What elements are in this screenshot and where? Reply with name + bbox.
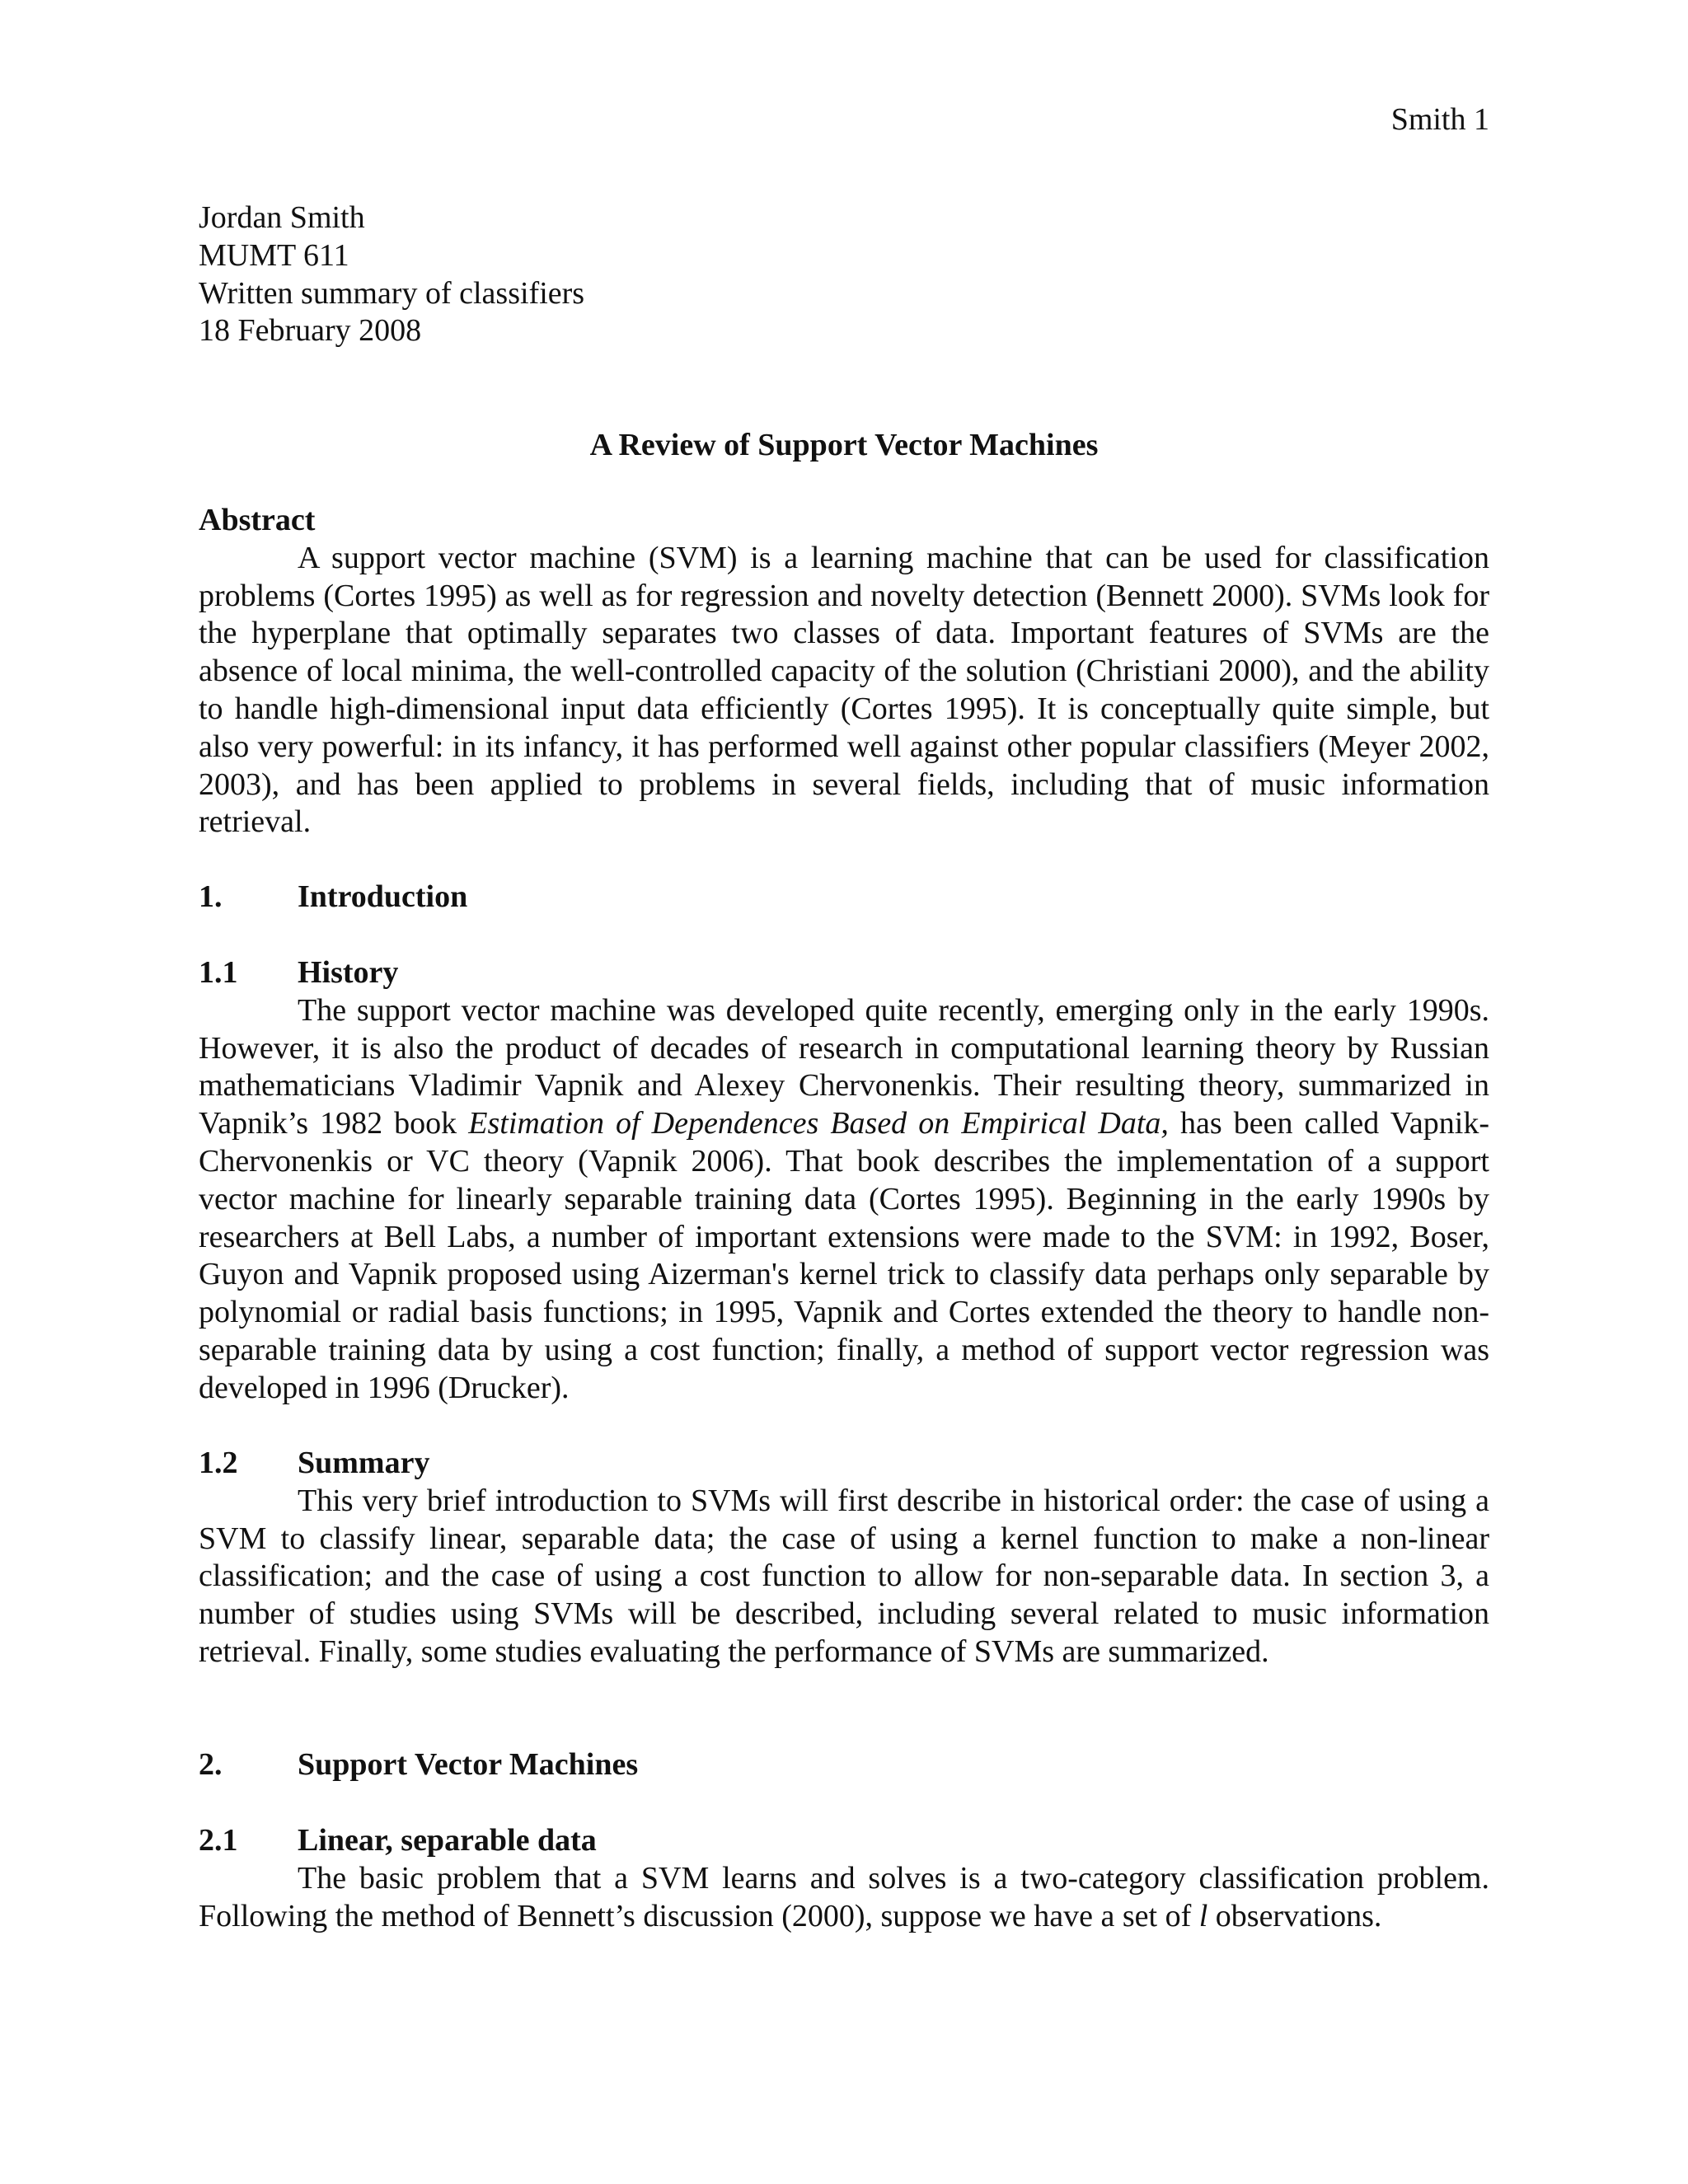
section-2-number: 2. (199, 1747, 223, 1782)
linear-text-part-2: observations. (1207, 1898, 1382, 1933)
assignment-title: Written summary of classifiers (199, 275, 585, 311)
section-2-title: Support Vector Machines (298, 1747, 639, 1782)
section-2-heading-block (199, 1746, 1489, 1784)
date: 18 February 2008 (199, 313, 422, 349)
section-1-heading (199, 879, 1489, 916)
section-1-title: Introduction (298, 879, 468, 914)
section-1-2 (199, 1445, 1489, 1671)
paper-title: A Review of Support Vector Machines (589, 428, 1099, 462)
section-2-1-heading (199, 1822, 1489, 1860)
section-1-2-number: 1.2 (199, 1446, 238, 1480)
course-code: MUMT 611 (199, 237, 349, 273)
header-block (199, 199, 1489, 350)
history-paragraph (199, 992, 1489, 1408)
running-head: Smith 1 (1390, 102, 1489, 137)
section-2-1 (199, 1822, 1489, 1935)
history-text-part-2: has been called Vapnik-Chervonenkis or VC theory (Vapnik 2006). That book describes the implementation of a support vector machine for linearly separable training data (Cortes 1995). Beginning in the early 1990s by researchers at Bell Labs, a number of important extensions were made to the SVM: in 1992, Boser, Guyon and Vapnik proposed using Aizerman's kernel trick to classify data perhaps only separable by polynomial or radial basis functions; in 1995, Vapnik and Cortes extended the theory to handle non-separable training data by using a cost function; finally, a method of support vector regression was developed in 1996 (Drucker). (199, 1106, 1490, 1405)
section-1-number: 1. (199, 879, 223, 914)
section-1-1-number: 1.1 (199, 955, 238, 990)
section-2-1-title: Linear, separable data (298, 1823, 597, 1858)
section-1-1 (199, 954, 1489, 1408)
section-1-2-title: Summary (298, 1446, 430, 1480)
linear-text-part-1: The basic problem that a SVM learns and solves is a two-category classification problem. Following the method of Bennett’s discussion (2000), suppose we have a set of (199, 1860, 1489, 1933)
history-text-part-1: The support vector machine was developed quite recently, emerging only in the early 1990s. However, it is also the product of decades of research in computational learning theory by Russian mathematicians Vladimir Vapnik and Alexey Chervonenkis. Their resulting theory, summarized in Vapnik’s 1982 book (199, 992, 1489, 1141)
summary-paragraph: This very brief introduction to SVMs will first describe in historical order: the case of using a SVM to classify linear, separable data; the case of using a kernel function to make a non-linear classification; and the case of using a cost function to allow for non-separable data. In section 3, a number of studies using SVMs will be described, including several related to music information retrieval. Finally, some studies evaluating the performance of SVMs are summarized. (199, 1483, 1489, 1669)
abstract-section (199, 502, 1489, 841)
book-title: Estimation of Dependences Based on Empirical Data, (468, 1106, 1169, 1141)
section-1-1-title: History (298, 955, 399, 990)
abstract-heading: Abstract (199, 503, 316, 537)
variable-l: l (1198, 1898, 1208, 1933)
section-1-heading-block (199, 879, 1489, 916)
section-2-1-number: 2.1 (199, 1823, 238, 1858)
section-1-1-heading (199, 954, 1489, 992)
section-2-heading (199, 1746, 1489, 1784)
author-name: Jordan Smith (199, 200, 365, 235)
linear-separable-paragraph (199, 1860, 1489, 1936)
abstract-text: A support vector machine (SVM) is a learning machine that can be used for classification problems (Cortes 1995) as well as for regression and novelty detection (Bennett 2000). SVMs look for the hyperplane that optimally separates two classes of data. Important features of SVMs are the absence of local minima, the well-controlled capacity of the solution (Christiani 2000), and the ability to handle high-dimensional input data efficiently (Cortes 1995). It is conceptually quite simple, but also very powerful: in its infancy, it has performed well against other popular classifiers (Meyer 2002, 2003), and has been applied to problems in several fields, including that of music information retrieval. (199, 540, 1489, 840)
section-1-2-heading (199, 1445, 1489, 1483)
